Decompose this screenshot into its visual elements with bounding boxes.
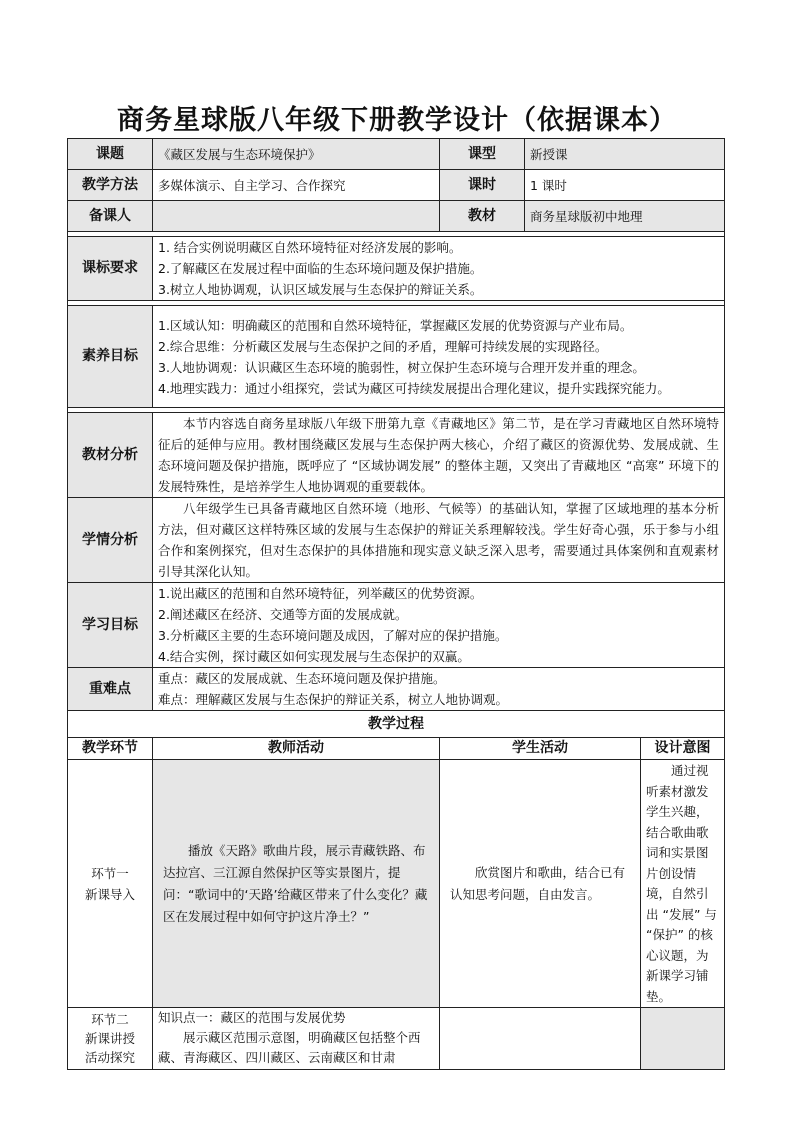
standard-item: 3.树立人地协调观，认识区域发展与生态保护的辩证关系。 [158, 282, 483, 297]
col-teacher-header: 教师活动 [153, 738, 440, 760]
textbook-analysis-content: 本节内容选自商务星球版八年级下册第九章《青藏地区》第二节，是在学习青藏地区自然环境特征后的延伸与应用。教材围绕藏区发展与生态保护两大核心，介绍了藏区的资源优势、发展成就、生态环境问题及保护措施，既呼应了 “区域协调发展” 的整体主题，又突出了青藏地区 “高寒” 环境下的发展特殊性，是培养学生人地协调观的重要载体。 [153, 413, 725, 498]
knowledge-point-title: 知识点一：藏区的范围与发展优势 [158, 1010, 346, 1025]
literacy-label: 素养目标 [68, 306, 153, 408]
key-points-label: 重难点 [68, 668, 153, 711]
hours-label: 课时 [440, 170, 525, 201]
stage-name: 环节一 [91, 865, 129, 881]
stage-cell [68, 760, 153, 1008]
textbook-analysis-label: 教材分析 [68, 413, 153, 498]
literacy-content [153, 306, 725, 408]
goal-item: 1.说出藏区的范围和自然环境特征，列举藏区的优势资源。 [158, 586, 483, 601]
key-points-content [153, 668, 725, 711]
goal-item: 4.结合实例，探讨藏区如何实现发展与生态保护的双赢。 [158, 649, 470, 664]
goal-item: 2.阐述藏区在经济、交通等方面的发展成就。 [158, 607, 408, 622]
student-analysis-content: 八年级学生已具备青藏地区自然环境（地形、气候等）的基础认知，掌握了区域地理的基本分析方法，但对藏区这样特殊区域的发展与生态保护的辩证关系理解较浅。学生好奇心强，乐于参与小组合作和案例探究，但对生态保护的具体措施和现实意义缺乏深入思考，需要通过具体案例和直观素材引导其深化认知。 [153, 498, 725, 583]
method-label: 教学方法 [68, 170, 153, 201]
student-activity [440, 1008, 641, 1070]
document-title: 商务星球版八年级下册教学设计（依据课本） [117, 105, 677, 136]
key-point-item: 重点：藏区的发展成就、生态环境问题及保护措施。 [158, 671, 446, 686]
topic-value: 《藏区发展与生态环境保护》 [153, 139, 440, 170]
design-intent [641, 1008, 725, 1070]
key-point-item: 难点：理解藏区发展与生态保护的辩证关系，树立人地协调观。 [158, 692, 509, 707]
literacy-item: 4.地理实践力：通过小组探究，尝试为藏区可持续发展提出合理化建议，提升实践探究能力。 [158, 380, 670, 396]
method-value: 多媒体演示、自主学习、合作探究 [153, 170, 440, 201]
lesson-plan-table [67, 138, 725, 1070]
literacy-item: 3.人地协调观：认识藏区生态环境的脆弱性，树立保护生态环境与合理开发并重的理念。 [158, 359, 645, 375]
student-analysis-label: 学情分析 [68, 498, 153, 583]
standards-content [153, 237, 725, 301]
stage-name: 新课讲授 [84, 1031, 135, 1046]
standard-item: 1. 结合实例说明藏区自然环境特征对经济发展的影响。 [158, 240, 462, 255]
teacher-activity-text: 展示藏区范围示意图，明确藏区包括整个西藏、青海藏区、四川藏区、云南藏区和甘肃 [158, 1030, 421, 1065]
col-intent-header: 设计意图 [641, 738, 725, 760]
teacher-activity: 播放《天路》歌曲片段，展示青藏铁路、布达拉宫、三江源自然保护区等实景图片，提问：“歌词中的‘天路’给藏区带来了什么变化？藏区在发展过程中如何守护这片净土？” [153, 760, 440, 1008]
preparer-label: 备课人 [68, 201, 153, 232]
process-heading: 教学过程 [68, 711, 725, 738]
goals-label: 学习目标 [68, 583, 153, 668]
teacher-activity [153, 1008, 440, 1070]
stage-name: 环节二 [91, 1012, 129, 1027]
type-label: 课型 [440, 139, 525, 170]
literacy-item: 2.综合思维：分析藏区发展与生态保护之间的矛盾，理解可持续发展的实现路径。 [158, 338, 608, 354]
preparer-value [153, 201, 440, 232]
stage-name: 活动探究 [84, 1050, 135, 1065]
student-activity: 欣赏图片和歌曲，结合已有认知思考问题，自由发言。 [440, 760, 641, 1008]
goals-content [153, 583, 725, 668]
hours-value: 1 课时 [525, 170, 725, 201]
standard-item: 2.了解藏区在发展过程中面临的生态环境问题及保护措施。 [158, 261, 483, 276]
design-intent: 通过视听素材激发学生兴趣，结合歌曲歌词和实景图片创设情境，自然引出 “发展” 与 “保护” 的核心议题，为新课学习铺垫。 [641, 760, 725, 1008]
col-student-header: 学生活动 [440, 738, 641, 760]
stage-name: 新课导入 [84, 886, 135, 902]
topic-label: 课题 [68, 139, 153, 170]
stage-cell [68, 1008, 153, 1070]
type-value: 新授课 [525, 139, 725, 170]
standards-label: 课标要求 [68, 237, 153, 301]
goal-item: 3.分析藏区主要的生态环境问题及成因，了解对应的保护措施。 [158, 628, 508, 643]
textbook-value: 商务星球版初中地理 [525, 201, 725, 232]
col-stage-header: 教学环节 [68, 738, 153, 760]
literacy-item: 1.区域认知：明确藏区的范围和自然环境特征，掌握藏区发展的优势资源与产业布局。 [158, 317, 633, 333]
textbook-label: 教材 [440, 201, 525, 232]
